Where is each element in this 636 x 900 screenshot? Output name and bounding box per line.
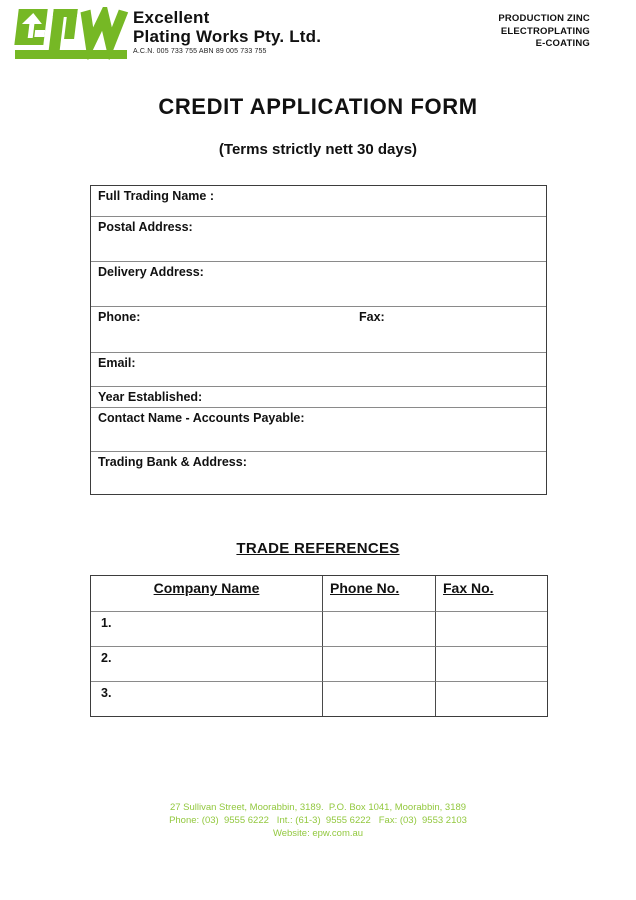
footer-address-line: 27 Sullivan Street, Moorabbin, 3189. P.O. Box 1041, Moorabbin, 3189	[169, 802, 467, 813]
trade-ref-row1-company-cell: 1.	[91, 612, 323, 647]
credit-application-form-table	[90, 185, 547, 495]
footer-website-line: Website: epw.com.au	[272, 828, 364, 839]
epw-logo	[14, 7, 132, 65]
service-line-3: E-COATING	[535, 38, 590, 49]
company-name-line2: Plating Works Pty. Ltd.	[133, 27, 322, 46]
form-label: Email:	[98, 356, 136, 370]
trade-ref-row2-phone-cell	[323, 647, 436, 682]
column-header-fax-no: Fax No.	[436, 576, 547, 612]
service-line-1: PRODUCTION ZINC	[498, 13, 590, 24]
trade-ref-row3-phone-cell	[323, 682, 436, 716]
form-label: Trading Bank & Address:	[98, 455, 247, 469]
form-label-fax: Fax:	[359, 310, 385, 324]
form-label: Year Established:	[98, 390, 203, 404]
form-field-year-established	[91, 387, 546, 408]
page-title: CREDIT APPLICATION FORM	[158, 94, 478, 119]
form-field-postal-address	[91, 217, 546, 262]
company-registration: A.C.N. 005 733 755 ABN 89 005 733 755	[133, 48, 267, 55]
form-label: Full Trading Name :	[98, 189, 214, 203]
company-name-line1: Excellent	[133, 8, 210, 27]
trade-references-heading: TRADE REFERENCES	[236, 540, 400, 557]
trade-ref-row1-fax-cell	[436, 612, 547, 647]
services-list	[498, 13, 590, 51]
epw-logo-icon	[14, 7, 132, 60]
form-label: Delivery Address:	[98, 265, 204, 279]
footer-phone-line: Phone: (03) 9555 6222 Int.: (61-3) 9555 6222 Fax: (03) 9553 2103	[169, 815, 467, 826]
trade-references-table	[90, 575, 548, 717]
trade-ref-row1-phone-cell	[323, 612, 436, 647]
form-field-email	[91, 353, 546, 387]
trade-ref-row2-company-cell: 2.	[91, 647, 323, 682]
service-line-2: ELECTROPLATING	[500, 25, 590, 37]
trade-ref-row2-fax-cell	[436, 647, 547, 682]
column-header-phone-no: Phone No.	[323, 576, 436, 612]
form-field-trading-bank-address	[91, 452, 546, 494]
trade-ref-row3-fax-cell	[436, 682, 547, 716]
column-header-company-name: Company Name	[91, 576, 323, 612]
form-label: Contact Name - Accounts Payable:	[98, 411, 305, 425]
form-field-delivery-address	[91, 262, 546, 307]
form-label-phone: Phone:	[98, 310, 141, 324]
form-field-phone-fax	[91, 307, 546, 353]
form-label: Postal Address:	[98, 220, 193, 234]
trade-ref-row3-company-cell: 3.	[91, 682, 323, 716]
form-field-full-trading-name	[91, 186, 546, 217]
company-name-block	[133, 9, 321, 55]
form-field-contact-name-accounts-payable	[91, 408, 546, 452]
footer-contact-block	[0, 801, 636, 840]
page-subtitle: (Terms strictly nett 30 days)	[218, 141, 418, 158]
